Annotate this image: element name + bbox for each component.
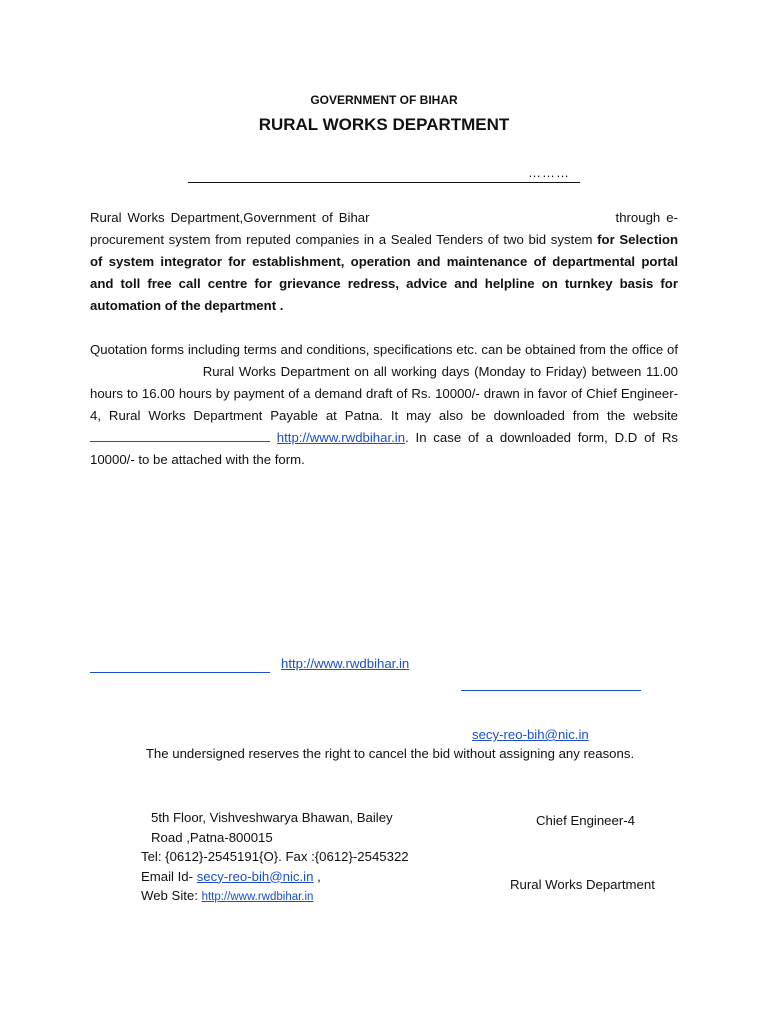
- website-link-2[interactable]: http://www.rwdbihar.in: [281, 656, 410, 671]
- tender-through: through: [615, 210, 661, 225]
- government-title: GOVERNMENT OF BIHAR: [310, 93, 458, 107]
- quotation-text-2: Rural Works Department on all working days (Monday to Friday) between 11.00 hours to 16.00 hours by payment of a demand draft of Rs. 10000/- drawn in favor of Chief Engineer-4, Rural Works Department Payable at Patna. It may also be downloaded from the website: [90, 364, 679, 423]
- phone-fax: Tel: {0612}-2545191{O}. Fax :{0612}-2545322: [141, 849, 409, 864]
- website-link[interactable]: http://www.rwdbihar.in: [276, 430, 406, 445]
- email-row: [141, 867, 409, 887]
- website-label: Web Site:: [141, 888, 202, 903]
- department-title: RURAL WORKS DEPARTMENT: [258, 115, 510, 134]
- address-website-link[interactable]: http://www.rwdbihar.in: [201, 891, 314, 903]
- address-email-link[interactable]: secy-reo-bih@nic.in: [196, 868, 314, 884]
- cancel-notice: The undersigned reserves the right to cancel the bid without assigning any reasons.: [145, 746, 635, 761]
- email-link[interactable]: secy-reo-bih@nic.in: [472, 727, 589, 742]
- tender-line2: e- procurement system from reputed companies in a Sealed Tenders of two bid system: [90, 210, 678, 247]
- tender-lead: Rural Works Department,Government of Bihar: [90, 210, 370, 225]
- quotation-text-3: . In case of a downloaded form, D.D of Rs 10000/- to be attached with the form.: [90, 430, 678, 467]
- blank-line-left: [90, 658, 270, 673]
- address-line-2: Road ,Patna-800015: [151, 829, 273, 845]
- quotation-text-1: Quotation forms including terms and conditions, specifications etc. can be obtained from the office of: [90, 342, 678, 357]
- website-row: [141, 886, 409, 908]
- website-blank: [90, 428, 270, 442]
- title-ellipsis: ………: [528, 165, 570, 180]
- email-suffix: ,: [313, 868, 321, 884]
- quotation-paragraph: [90, 339, 678, 471]
- signatory-title: Chief Engineer-4: [536, 813, 635, 828]
- signatory-department: Rural Works Department: [510, 877, 655, 892]
- tender-paragraph: [90, 207, 678, 317]
- address-line-1: 5th Floor, Vishveshwarya Bhawan, Bailey: [151, 810, 393, 825]
- title-blank-line: [188, 182, 580, 183]
- blank-line-right: [461, 676, 641, 691]
- email-label: Email Id-: [141, 868, 197, 884]
- tender-bold-text: for Selection of system integrator for establishment, operation and maintenance of departmental portal and toll free call centre for grievance redress, advice and helpline on turnkey basis for automation of the department .: [90, 232, 678, 313]
- office-address: [141, 808, 409, 908]
